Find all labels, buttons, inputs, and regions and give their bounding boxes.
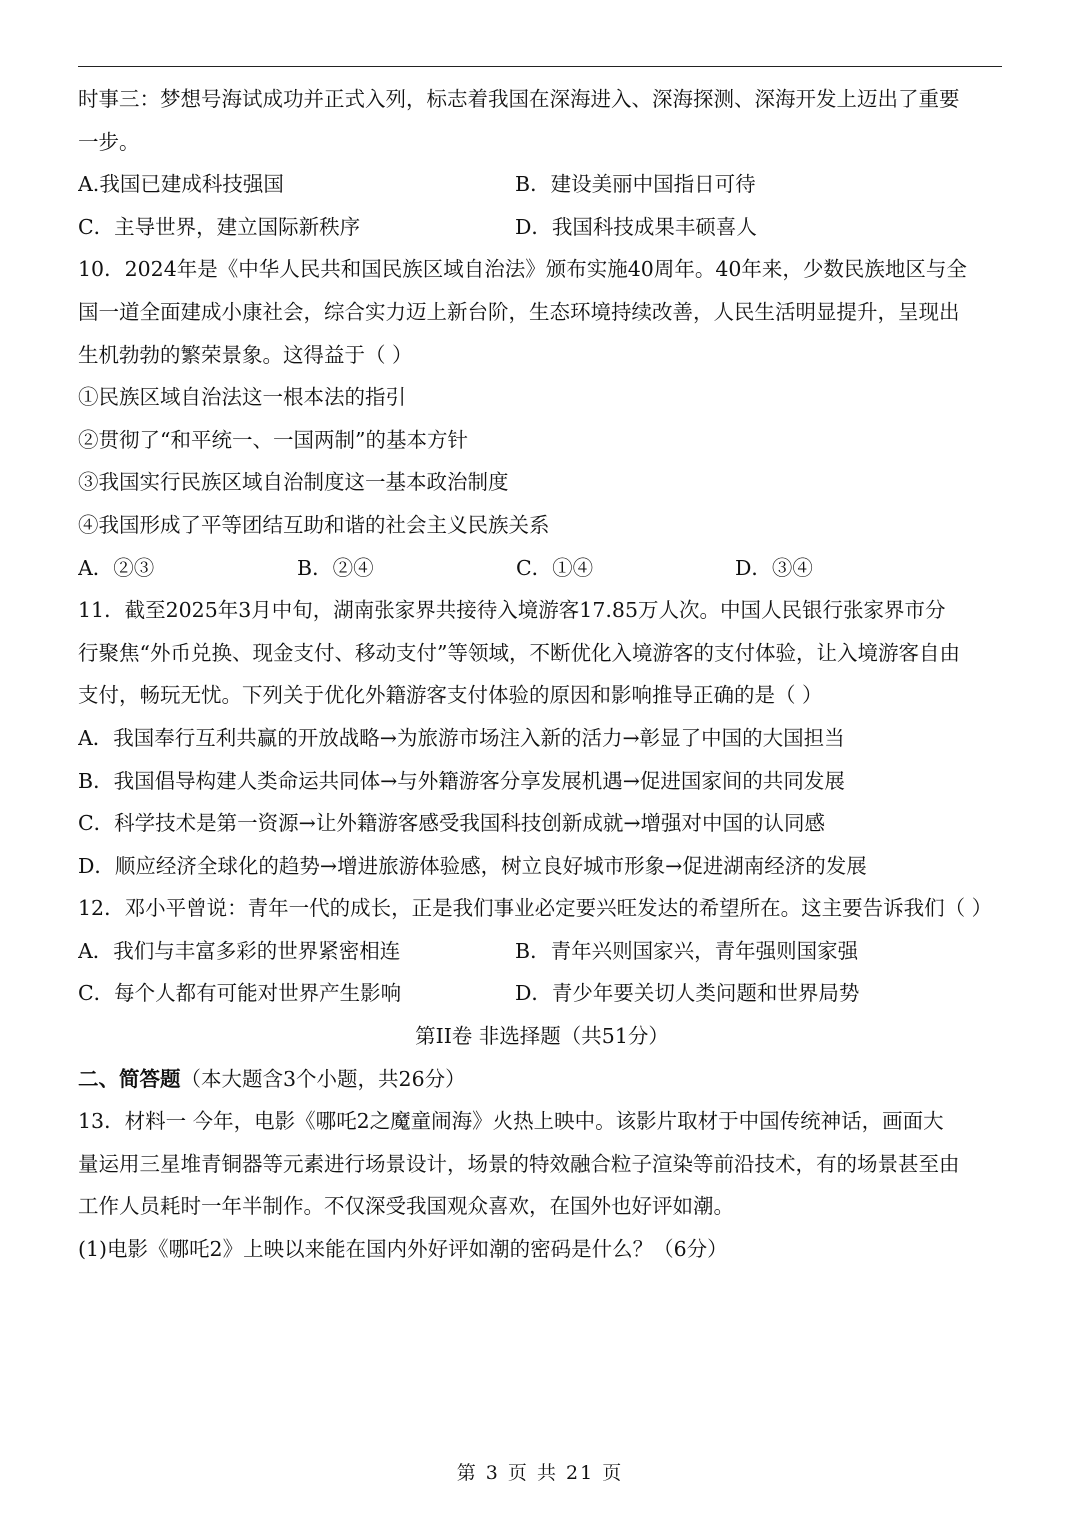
q11-stem: 支付，畅玩无忧。下列关于优化外籍游客支付体验的原因和影响推导正确的是（ ） [78,683,823,708]
header-rule [78,66,1002,67]
q9-option-b: B．建设美丽中国指日可待 [515,172,756,197]
text-line: 时事三：梦想号海试成功并正式入列，标志着我国在深海进入、深海探测、深海开发上迈出了重要 [78,87,960,111]
q13-material: 工作人员耗时一年半制作。不仅深受我国观众喜欢，在国外也好评如潮。 [78,1194,734,1219]
text-line: 一步。 [78,129,140,154]
q9-options-row-1 [78,163,1006,206]
q10-item: ③我国实行民族区域自治制度这一基本政治制度 [78,470,509,495]
q10-item: ①民族区域自治法这一根本法的指引 [78,385,406,410]
q9-options-row-2 [78,206,1006,249]
q9-option-c: C．主导世界，建立国际新秩序 [78,214,361,239]
q11-stem: 行聚焦“外币兑换、现金支付、移动支付”等领域，不断优化入境游客的支付体验，让入境游客自由 [78,640,960,665]
page-number-footer: 第 3 页 共 21 页 [456,1462,624,1484]
q10-option-d: D．③④ [735,555,813,580]
section2-note: （本大题含3个小题，共26分） [180,1066,466,1091]
q12-option-a: A．我们与丰富多彩的世界紧密相连 [78,938,401,963]
q10-stem: 国一道全面建成小康社会，综合实力迈上新台阶，生态环境持续改善，人民生活明显提升，呈现出 [78,299,960,324]
part2-title: 第II卷 非选择题（共51分） [415,1024,669,1049]
section2-header [78,1058,1006,1101]
q13-material: 量运用三星堆青铜器等元素进行场景设计，场景的特效融合粒子渲染等前沿技术，有的场景甚至由 [78,1151,960,1176]
exam-page-body [78,78,1006,1271]
q11-option-a: A．我国奉行互利共赢的开放战略→为旅游市场注入新的活力→彰显了中国的大国担当 [78,725,845,750]
q9-option-a: A.我国已建成科技强国 [78,172,284,197]
q10-stem: 生机勃勃的繁荣景象。这得益于（ ） [78,342,413,367]
q10-option-b: B．②④ [297,555,374,580]
q10-item: ④我国形成了平等团结互助和谐的社会主义民族关系 [78,512,550,537]
q9-option-d: D．我国科技成果丰硕喜人 [515,214,757,239]
q12-option-d: D．青少年要关切人类问题和世界局势 [515,981,860,1006]
q10-option-c: C．①④ [516,555,594,580]
q12-option-c: C．每个人都有可能对世界产生影响 [78,981,402,1006]
q11-option-b: B．我国倡导构建人类命运共同体→与外籍游客分享发展机遇→促进国家间的共同发展 [78,768,845,793]
q11-option-d: D．顺应经济全球化的趋势→增进旅游体验感，树立良好城市形象→促进湖南经济的发展 [78,853,867,878]
q10-item: ②贯彻了“和平统一、一国两制”的基本方针 [78,427,468,452]
q12-options-row-2 [78,972,1006,1015]
q10-option-a: A．②③ [78,555,155,580]
q12-stem: 12．邓小平曾说：青年一代的成长，正是我们事业必定要兴旺发达的希望所在。这主要告诉我们（ ） [78,896,993,921]
q13-material: 13．材料一 今年，电影《哪吒2之魔童闹海》火热上映中。该影片取材于中国传统神话，画面大 [78,1109,944,1134]
q10-stem: 10．2024年是《中华人民共和国民族区域自治法》颁布实施40周年。40年来，少数民族地区与全 [78,257,967,282]
q12-options-row-1 [78,930,1006,973]
q11-option-c: C．科学技术是第一资源→让外籍游客感受我国科技创新成就→增强对中国的认同感 [78,811,826,836]
section2-heading: 二、简答题 [78,1066,181,1091]
q13-subquestion-1: (1)电影《哪吒2》上映以来能在国内外好评如潮的密码是什么？（6分） [78,1237,728,1262]
q11-stem: 11．截至2025年3月中旬，湖南张家界共接待入境游客17.85万人次。中国人民银行张家界市分 [78,598,946,623]
q10-options-row [78,547,1006,590]
q12-option-b: B．青年兴则国家兴，青年强则国家强 [515,938,859,963]
